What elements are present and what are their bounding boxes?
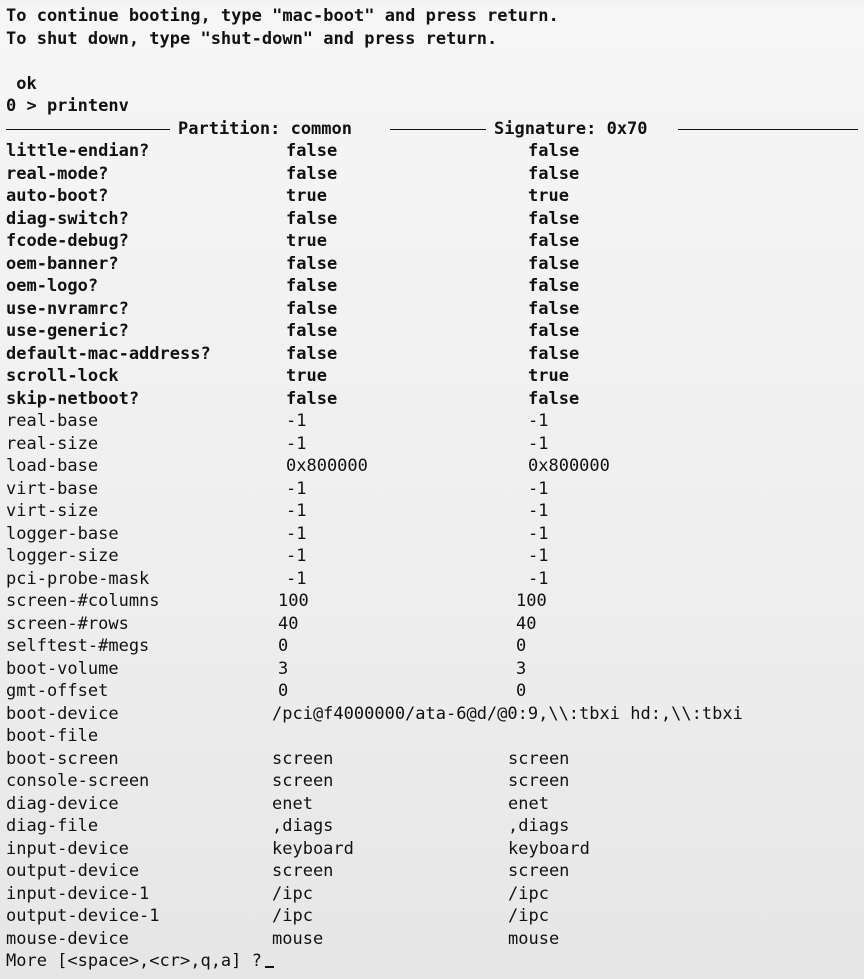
signature-label: Signature: 0x70 (494, 118, 648, 139)
current-value: 40 (278, 613, 299, 634)
current-value: enet (272, 793, 313, 814)
table-row (0, 140, 864, 163)
current-value: true (286, 366, 327, 386)
variable-name: input-device (6, 838, 129, 859)
variable-name: virt-base (6, 478, 99, 499)
table-row (0, 725, 864, 748)
current-value: false (286, 163, 338, 184)
default-value: -1 (528, 568, 549, 589)
default-value: keyboard (508, 838, 590, 859)
default-value: false (528, 208, 580, 229)
variable-name: logger-base (6, 523, 119, 544)
table-row (0, 815, 864, 838)
text-cursor (265, 966, 274, 968)
divider-rule-right (678, 129, 858, 131)
blank-line (0, 50, 864, 73)
variable-name: gmt-offset (6, 681, 109, 701)
variable-name: skip-netboot? (6, 388, 140, 409)
default-value: 0 (516, 681, 527, 701)
table-row (0, 253, 864, 276)
default-value: 0 (516, 636, 527, 656)
variable-name: real-size (6, 433, 99, 454)
table-row (0, 635, 864, 658)
current-value: screen (272, 748, 334, 769)
current-value: -1 (286, 546, 307, 566)
default-value: screen (508, 861, 570, 881)
current-value: keyboard (272, 838, 354, 859)
table-row (0, 433, 864, 456)
default-value: -1 (528, 411, 549, 431)
default-value: -1 (528, 546, 549, 566)
current-value: 100 (278, 591, 309, 611)
table-row (0, 658, 864, 681)
variable-name: real-base (6, 411, 99, 431)
table-row (0, 455, 864, 478)
table-row (0, 365, 864, 388)
variable-name: logger-size (6, 546, 119, 566)
variable-name: mouse-device (6, 928, 129, 949)
variable-name: boot-device (6, 703, 119, 724)
current-value: -1 (286, 433, 307, 454)
boot-instruction-line-1: To continue booting, type "mac-boot" and press return. (6, 6, 559, 26)
table-row (0, 568, 864, 591)
current-value: mouse (272, 928, 324, 949)
default-value: false (528, 253, 580, 274)
current-value: false (286, 253, 338, 274)
current-value: -1 (286, 523, 307, 544)
variable-name: load-base (6, 456, 99, 476)
default-value: enet (508, 793, 549, 814)
variable-name: scroll-lock (6, 366, 119, 386)
default-value: -1 (528, 523, 549, 544)
variable-name: boot-volume (6, 658, 119, 679)
current-value: false (286, 208, 338, 229)
env-variable-table (0, 140, 864, 950)
current-value: true (286, 231, 327, 251)
current-value: -1 (286, 478, 307, 499)
current-value: -1 (286, 411, 307, 431)
table-row (0, 163, 864, 186)
default-value: false (528, 321, 580, 341)
more-prompt: More [<space>,<cr>,q,a] ? (6, 951, 262, 971)
variable-name: pci-probe-mask (6, 568, 150, 589)
current-value: screen (272, 861, 334, 881)
current-value: -1 (286, 501, 307, 521)
divider-rule-left (6, 129, 170, 131)
variable-name: screen-#columns (6, 591, 160, 611)
variable-name: input-device-1 (6, 883, 150, 904)
default-value: screen (508, 748, 570, 769)
table-row (0, 208, 864, 231)
boot-instruction-line-2: To shut down, type "shut-down" and press return. (6, 28, 498, 49)
default-value: false (528, 298, 580, 319)
table-row (0, 410, 864, 433)
default-value: -1 (528, 478, 549, 499)
table-row (0, 523, 864, 546)
current-value: /pci@f4000000/ata-6@d/@0:9,\\:tbxi hd:,\\:tbxi (272, 703, 743, 724)
table-row (0, 545, 864, 568)
default-value: false (528, 163, 580, 184)
default-value: false (528, 388, 580, 409)
current-value: false (286, 298, 338, 319)
default-value: /ipc (508, 883, 549, 904)
more-prompt-line[interactable] (0, 950, 864, 973)
current-value: 0 (278, 636, 289, 656)
table-row (0, 703, 864, 726)
current-value: /ipc (272, 883, 313, 904)
divider-rule-middle (390, 129, 486, 131)
variable-name: diag-file (6, 816, 99, 836)
default-value: screen (508, 771, 570, 791)
current-value: 0x800000 (286, 456, 368, 476)
table-row (0, 388, 864, 411)
table-row (0, 343, 864, 366)
variable-name: diag-switch? (6, 208, 129, 229)
default-value: 100 (516, 591, 547, 611)
variable-name: use-generic? (6, 321, 129, 341)
variable-name: auto-boot? (6, 186, 109, 206)
variable-name: default-mac-address? (6, 343, 211, 364)
table-row (0, 748, 864, 771)
ok-response: ok (6, 73, 37, 94)
default-value: true (528, 186, 569, 206)
default-value: false (528, 276, 580, 296)
variable-name: oem-logo? (6, 276, 99, 296)
table-row (0, 590, 864, 613)
variable-name: little-endian? (6, 141, 150, 161)
variable-name: console-screen (6, 771, 150, 791)
variable-name: oem-banner? (6, 253, 119, 274)
table-row (0, 613, 864, 636)
partition-divider (0, 118, 864, 141)
table-row (0, 478, 864, 501)
variable-name: boot-file (6, 726, 99, 746)
table-row (0, 770, 864, 793)
table-row (0, 185, 864, 208)
default-value: 40 (516, 613, 537, 634)
default-value: 0x800000 (528, 456, 610, 476)
current-value: -1 (286, 568, 307, 589)
variable-name: fcode-debug? (6, 231, 129, 251)
default-value: false (528, 231, 580, 251)
default-value: false (528, 343, 580, 364)
default-value: -1 (528, 501, 549, 521)
default-value: true (528, 366, 569, 386)
table-row (0, 275, 864, 298)
table-row (0, 860, 864, 883)
current-value: false (286, 343, 338, 364)
table-row (0, 883, 864, 906)
table-row (0, 500, 864, 523)
current-value: false (286, 141, 338, 161)
table-row (0, 298, 864, 321)
partition-label: Partition: common (178, 118, 352, 139)
variable-name: real-mode? (6, 163, 109, 184)
table-row (0, 838, 864, 861)
default-value: /ipc (508, 906, 549, 926)
default-value: -1 (528, 433, 549, 454)
default-value: 3 (516, 658, 527, 679)
command-line: 0 > printenv (6, 96, 129, 116)
table-row (0, 680, 864, 703)
current-value: true (286, 186, 327, 206)
current-value: /ipc (272, 906, 313, 926)
variable-name: selftest-#megs (6, 636, 150, 656)
variable-name: diag-device (6, 793, 119, 814)
current-value: false (286, 388, 338, 409)
table-row (0, 793, 864, 816)
current-value: screen (272, 771, 334, 791)
table-row (0, 320, 864, 343)
table-row (0, 230, 864, 253)
table-row (0, 905, 864, 928)
current-value: 0 (278, 681, 289, 701)
terminal-screen[interactable] (0, 5, 864, 979)
variable-name: boot-screen (6, 748, 119, 769)
default-value: ,diags (508, 816, 570, 836)
table-row (0, 928, 864, 951)
current-value: 3 (278, 658, 289, 679)
current-value: false (286, 276, 338, 296)
current-value: ,diags (272, 816, 334, 836)
variable-name: output-device-1 (6, 906, 160, 926)
variable-name: use-nvramrc? (6, 298, 129, 319)
variable-name: output-device (6, 861, 140, 881)
variable-name: screen-#rows (6, 613, 129, 634)
variable-name: virt-size (6, 501, 99, 521)
default-value: mouse (508, 928, 560, 949)
default-value: false (528, 141, 580, 161)
current-value: false (286, 321, 338, 341)
